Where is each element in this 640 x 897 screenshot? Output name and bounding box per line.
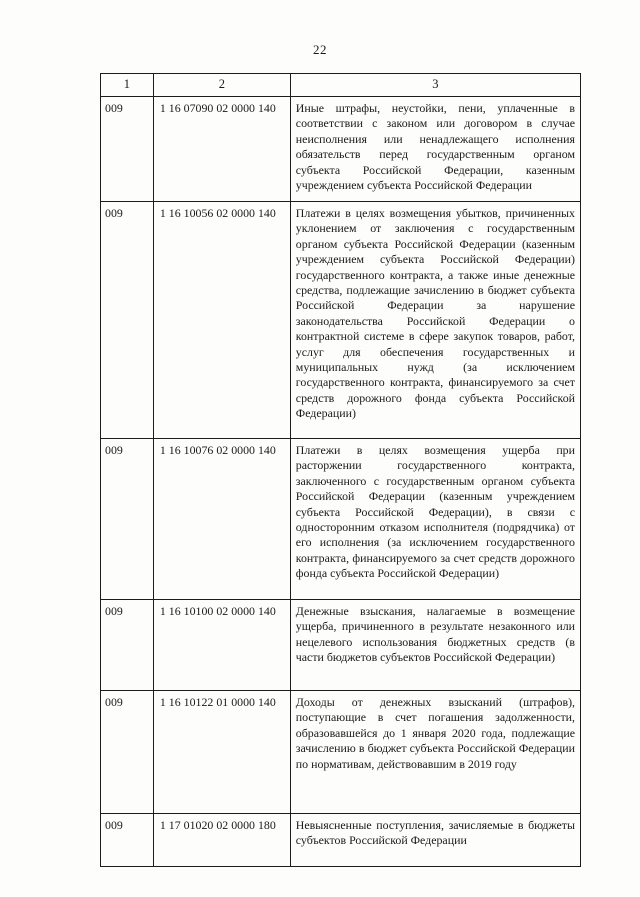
description-cell: Платежи в целях возмещения ущерба при расторжении государственного контракта, заключенного с государственным органом субъекта Российской Федерации (казенным учреждением субъекта Российской Федерации), в связи с односторонним отказом исполнителя (подрядчика) от его исполнения (за исключением государственного контракта, финансируемого за счет средств дорожного фонда субъекта Российской Федерации): [290, 439, 580, 600]
admin-code-cell: 009: [101, 600, 154, 691]
description-cell: Денежные взыскания, налагаемые в возмещение ущерба, причиненного в результате незаконного или нецелевого использования бюджетных средств (в части бюджетов субъектов Российской Федерации): [290, 600, 580, 691]
description-cell: Доходы от денежных взысканий (штрафов), поступающие в счет погашения задолженности, образовавшейся до 1 января 2020 года, подлежащие зачислению в бюджет субъекта Российской Федерации по нормативам, действовавшим в 2019 году: [290, 691, 580, 814]
description-cell: Иные штрафы, неустойки, пени, уплаченные в соответствии с законом или договором в случае неисполнения или ненадлежащего исполнения обязательств перед государственным органом субъекта Российской Федерации, казенным учреждением субъекта Российской Федерации: [290, 97, 580, 202]
admin-code-cell: 009: [101, 439, 154, 600]
admin-code-cell: 009: [101, 202, 154, 439]
table-row: [101, 814, 581, 867]
budget-code-cell: 1 17 01020 02 0000 180: [153, 814, 290, 867]
table-row: [101, 600, 581, 691]
table-row: [101, 202, 581, 439]
page-number: 22: [313, 42, 327, 57]
table-header-row: [101, 74, 581, 97]
column-header-1: 1: [101, 74, 154, 97]
budget-code-cell: 1 16 10076 02 0000 140: [153, 439, 290, 600]
table-row: [101, 439, 581, 600]
budget-code-cell: 1 16 07090 02 0000 140: [153, 97, 290, 202]
budget-code-cell: 1 16 10122 01 0000 140: [153, 691, 290, 814]
description-cell: Невыясненные поступления, зачисляемые в бюджеты субъектов Российской Федерации: [290, 814, 580, 867]
table-row: [101, 691, 581, 814]
admin-code-cell: 009: [101, 814, 154, 867]
table-row: [101, 97, 581, 202]
admin-code-cell: 009: [101, 97, 154, 202]
budget-code-cell: 1 16 10056 02 0000 140: [153, 202, 290, 439]
column-header-2: 2: [153, 74, 290, 97]
column-header-3: 3: [290, 74, 580, 97]
admin-code-cell: 009: [101, 691, 154, 814]
description-cell: Платежи в целях возмещения убытков, причиненных уклонением от заключения с государственным органом субъекта Российской Федерации (казенным учреждением субъекта Российской Федерации) государственного контракта, а также иные денежные средства, подлежащие зачислению в бюджет субъекта Российской Федерации за нарушение законодательства Российской Федерации о контрактной системе в сфере закупок товаров, работ, услуг для обеспечения государственных и муниципальных нужд (за исключением государственного контракта, финансируемого за счет средств дорожного фонда субъекта Российской Федерации): [290, 202, 580, 439]
budget-code-cell: 1 16 10100 02 0000 140: [153, 600, 290, 691]
budget-revenue-table: [100, 73, 581, 867]
